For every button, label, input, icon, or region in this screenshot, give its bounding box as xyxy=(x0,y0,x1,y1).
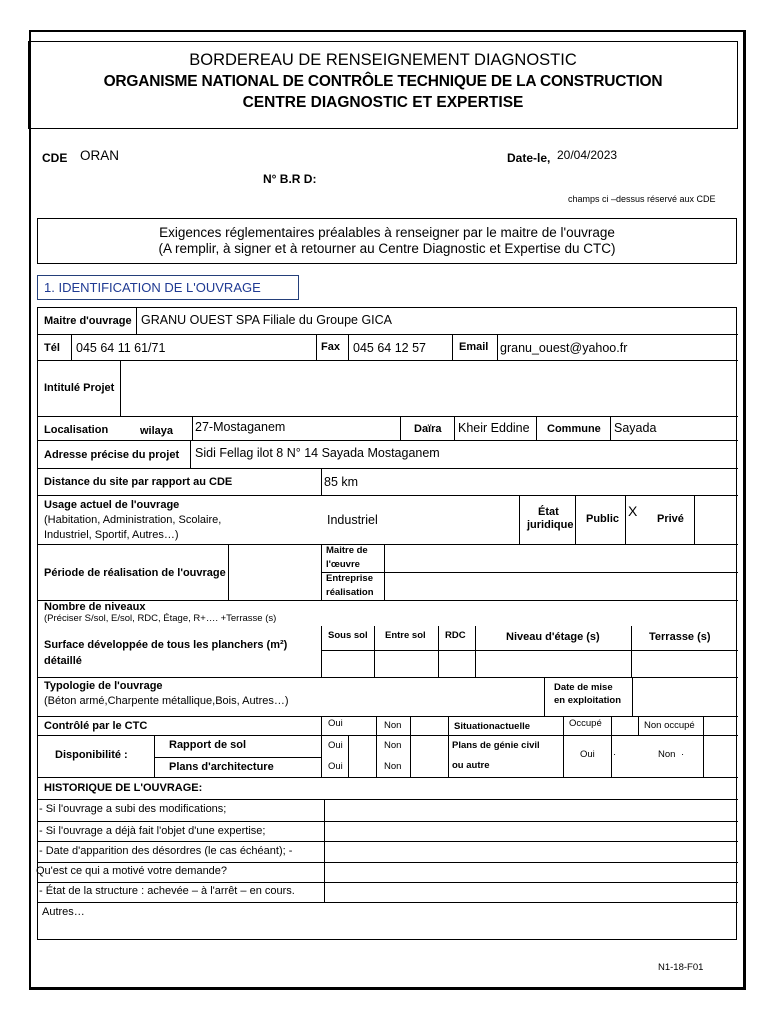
wilaya-label: wilaya xyxy=(140,425,174,437)
entreprise-label-1: Entreprise xyxy=(326,573,373,584)
controle-oui[interactable]: Oui xyxy=(328,718,343,729)
usage-hint-2: Industriel, Sportif, Autres…) xyxy=(44,529,179,541)
fax-label: Fax xyxy=(321,341,340,353)
email-value[interactable]: granu_ouest@yahoo.fr xyxy=(500,341,628,355)
situation-label: Situationactuelle xyxy=(454,721,531,732)
etat-label-1: État xyxy=(538,506,559,518)
date-mise-label-1: Date de mise xyxy=(554,682,613,693)
periode-label: Période de réalisation de l'ouvrage xyxy=(44,567,226,579)
commune-label: Commune xyxy=(547,423,601,435)
localisation-label: Localisation xyxy=(44,424,109,436)
surface-label: Surface développée de tous les planchers (m²) xyxy=(44,639,288,651)
usage-value[interactable]: Industriel xyxy=(327,513,378,527)
distance-value[interactable]: 85 km xyxy=(324,475,359,489)
distance-label: Distance du site par rapport au CDE xyxy=(44,476,233,488)
plans-genie-non[interactable]: Non xyxy=(658,749,676,760)
historique-item: Qu'est ce qui a motivé votre demande? xyxy=(36,865,228,877)
historique-title: HISTORIQUE DE L'OUVRAGE: xyxy=(44,782,203,794)
historique-item: Autres… xyxy=(42,906,85,918)
header-organism: ORGANISME NATIONAL DE CONTRÔLE TECHNIQUE DE LA CONSTRUCTION xyxy=(103,73,663,90)
col-terrasse: Terrasse (s) xyxy=(649,631,711,643)
situation-non-occupe[interactable]: Non occupé xyxy=(644,720,695,731)
usage-hint-1: (Habitation, Administration, Scolaire, xyxy=(44,514,222,526)
plans-archi-non[interactable]: Non xyxy=(384,761,402,772)
date-value: 20/04/2023 xyxy=(557,148,618,162)
cde-label: CDE xyxy=(42,151,68,165)
situation-occupe[interactable]: Occupé xyxy=(569,718,602,729)
plans-architecture-label: Plans d'architecture xyxy=(169,761,274,773)
historique-item: - Date d'apparition des désordres (le cas échéant); - xyxy=(39,845,293,857)
document-header xyxy=(28,41,738,129)
disponibilite-label: Disponibilité : xyxy=(55,749,128,761)
tel-value[interactable]: 045 64 11 61/71 xyxy=(76,341,166,355)
tel-label: Tél xyxy=(44,342,60,354)
public-label: Public xyxy=(586,513,620,525)
daira-label: Daïra xyxy=(414,423,442,435)
date-mise-label-2: en exploitation xyxy=(554,695,622,706)
brd-label: N° B.R D: xyxy=(263,172,317,186)
cde-note: champs ci –dessus réservé aux CDE xyxy=(568,194,716,204)
typologie-label: Typologie de l'ouvrage xyxy=(44,680,163,692)
email-label: Email xyxy=(459,341,489,353)
rapport-sol-non[interactable]: Non xyxy=(384,740,402,751)
rapport-sol-label: Rapport de sol xyxy=(169,739,247,751)
header-center: CENTRE DIAGNOSTIC ET EXPERTISE xyxy=(242,94,524,111)
maitre-label: Maitre d'ouvrage xyxy=(44,315,132,327)
requirements-box xyxy=(37,218,737,264)
form-code: N1-18-F01 xyxy=(658,962,704,973)
plans-archi-oui[interactable]: Oui xyxy=(328,761,343,772)
niveaux-hint: (Préciser S/sol, E/sol, RDC, Étage, R+…. +Terrasse (s) xyxy=(44,613,277,624)
fax-value[interactable]: 045 64 12 57 xyxy=(353,341,426,355)
rapport-sol-oui[interactable]: Oui xyxy=(328,740,343,751)
controle-label: Contrôlé par le CTC xyxy=(44,720,148,732)
cde-value: ORAN xyxy=(80,148,120,163)
usage-label: Usage actuel de l'ouvrage xyxy=(44,499,180,511)
adresse-value[interactable]: Sidi Fellag ilot 8 N° 14 Sayada Mostaganem xyxy=(195,446,440,460)
prive-label: Privé xyxy=(657,513,684,525)
etat-label-2: juridique xyxy=(527,519,574,531)
wilaya-value[interactable]: 27-Mostaganem xyxy=(195,420,286,434)
dot-separator: · xyxy=(613,749,617,760)
controle-non[interactable]: Non xyxy=(384,720,402,731)
maitre-oeuvre-label-1: Maitre de xyxy=(326,545,368,556)
requirements-title: Exigences réglementaires préalables à renseigner par le maitre de l'ouvrage xyxy=(159,225,615,240)
niveaux-label: Nombre de niveaux xyxy=(44,601,146,613)
section-identification-title: 1. IDENTIFICATION DE L'OUVRAGE xyxy=(37,275,299,300)
public-checkmark[interactable]: X xyxy=(628,503,638,519)
daira-value[interactable]: Kheir Eddine xyxy=(458,421,530,435)
intitule-value[interactable] xyxy=(124,372,734,412)
intitule-label: Intitulé Projet xyxy=(44,382,115,394)
plans-genie-oui[interactable]: Oui xyxy=(580,749,595,760)
header-title: BORDEREAU DE RENSEIGNEMENT DIAGNOSTIC xyxy=(189,51,577,69)
historique-item: - Si l'ouvrage a déjà fait l'objet d'une expertise; xyxy=(39,825,266,837)
maitre-value[interactable]: GRANU OUEST SPA Filiale du Groupe GICA xyxy=(141,313,393,327)
historique-item: - État de la structure : achevée – à l'arrêt – en cours. xyxy=(39,885,295,897)
surface-detail-label: détaillé xyxy=(44,655,82,667)
adresse-label: Adresse précise du projet xyxy=(44,449,180,461)
col-entresol: Entre sol xyxy=(385,630,426,641)
requirements-instruction: (A remplir, à signer et à retourner au Centre Diagnostic et Expertise du CTC) xyxy=(158,241,616,256)
typologie-hint: (Béton armé,Charpente métallique,Bois, Autres…) xyxy=(44,695,289,707)
date-label: Date-le, xyxy=(507,151,551,165)
plans-genie-label-2: ou autre xyxy=(452,760,490,771)
identification-table xyxy=(37,307,737,940)
entreprise-label-2: réalisation xyxy=(326,587,374,598)
maitre-oeuvre-label-2: l'œuvre xyxy=(326,559,360,570)
col-rdc: RDC xyxy=(445,630,466,641)
col-niveau: Niveau d'étage (s) xyxy=(506,631,600,643)
dot-separator: · xyxy=(681,749,685,760)
commune-value[interactable]: Sayada xyxy=(614,421,657,435)
historique-item: - Si l'ouvrage a subi des modifications; xyxy=(39,803,227,815)
plans-genie-label-1: Plans de génie civil xyxy=(452,740,540,751)
col-soussol: Sous sol xyxy=(328,630,368,641)
